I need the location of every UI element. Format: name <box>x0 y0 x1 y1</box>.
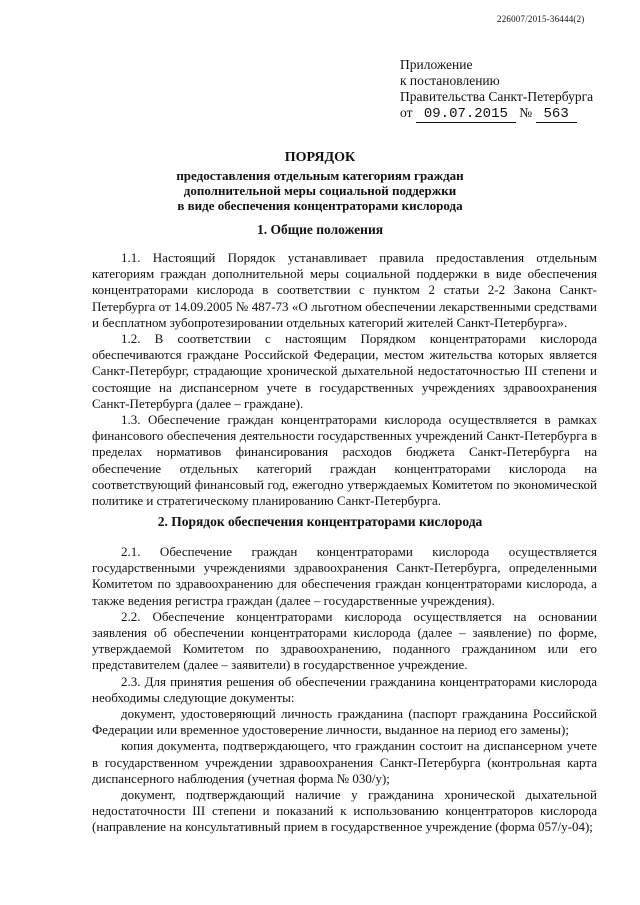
section-1-body <box>92 250 597 509</box>
doc-title: ПОРЯДОК <box>284 150 356 165</box>
section-1-heading: 1. Общие положения <box>256 222 384 237</box>
document-number: 226007/2015-36444(2) <box>497 14 585 24</box>
section-2-heading: 2. Порядок обеспечения концентраторами кислорода <box>157 514 483 529</box>
paragraph-2-3: 2.3. Для принятия решения об обеспечении гражданина концентраторами кислорода необходимы следующие документы: <box>92 673 597 705</box>
number-label: № <box>519 105 533 120</box>
paragraph-2-2: 2.2. Обеспечение концентраторами кислорода осуществляется на основании заявления об обеспечении концентраторами кислорода (далее – заявление) по форме, утверждаемой Комитетом по здравоохранению, поданного гражданином или его представителем (далее – заявители) в государственное учреждение. <box>92 608 597 673</box>
annex-block <box>400 57 593 122</box>
annex-number: 563 <box>536 106 577 123</box>
subtitle-line-1: предоставления отдельным категориям граждан <box>176 168 464 183</box>
section-2-body <box>92 544 597 836</box>
doc-subtitle <box>0 168 640 213</box>
document-item-3: документ, подтверждающий наличие у гражданина хронической дыхательной недостаточности III степени и показаний к использованию концентраторов кислорода (направление на консультативный прием в государственное учреждение (форма 057/у-04); <box>92 787 597 835</box>
document-item-2: копия документа, подтверждающего, что гражданин состоит на диспансерном учете в государственном учреждении здравоохранения Санкт-Петербурга (контрольная карта диспансерного наблюдения (учетная форма № 030/у); <box>92 738 597 786</box>
annex-date: 09.07.2015 <box>416 106 516 123</box>
document-item-1: документ, удостоверяющий личность гражданина (паспорт гражданина Российской Федерации или временное удостоверение личности, выданное на период его замены); <box>92 706 597 738</box>
subtitle-line-2: дополнительной меры социальной поддержки <box>183 183 457 198</box>
annex-line-3: Правительства Санкт-Петербурга <box>400 89 594 104</box>
paragraph-1-2: 1.2. В соответствии с настоящим Порядком концентраторами кислорода обеспечиваются граждане Российской Федерации, местом жительства которых является Санкт-Петербург, страдающие хронической дыхательной недостаточностью III степени и состоящие на диспансерном учете в государственных учреждениях здравоохранения Санкт-Петербурга (далее – граждане). <box>92 331 597 411</box>
paragraph-2-1: 2.1. Обеспечение граждан концентраторами кислорода осуществляется государственными учреждениями здравоохранения Санкт-Петербурга, определенными Комитетом по здравоохранению для обеспечения граждан концентраторами кислорода, а также ведения регистра граждан (далее – государственные учреждения). <box>92 544 597 608</box>
annex-line-1: Приложение <box>400 57 473 72</box>
annex-line-2: к постановлению <box>400 73 500 88</box>
from-label: от <box>400 105 413 120</box>
annex-date-line <box>400 105 593 122</box>
paragraph-1-3: 1.3. Обеспечение граждан концентраторами кислорода осуществляется в рамках финансового обеспечения деятельности государственных учреждений Санкт-Петербурга в пределах нормативов финансирования расходов бюджета Санкт-Петербурга на обеспечение отдельных категорий граждан концентраторами кислорода на соответствующий финансовый год, ежегодно утверждаемых Комитетом по экономической политике и стратегическому планированию Санкт-Петербурга. <box>92 412 597 509</box>
subtitle-line-3: в виде обеспечения концентраторами кислорода <box>177 198 463 213</box>
paragraph-1-1: 1.1. Настоящий Порядок устанавливает правила предоставления отдельным категориям граждан дополнительной меры социальной поддержки в виде обеспечения концентраторами кислорода в соответствии с пунктом 2 статьи 2-2 Закона Санкт-Петербурга от 14.09.2005 № 487-73 «О льготном обеспечении лекарственными средствами и бесплатном зубопротезировании отдельных категорий жителей Санкт-Петербурга». <box>92 250 597 330</box>
